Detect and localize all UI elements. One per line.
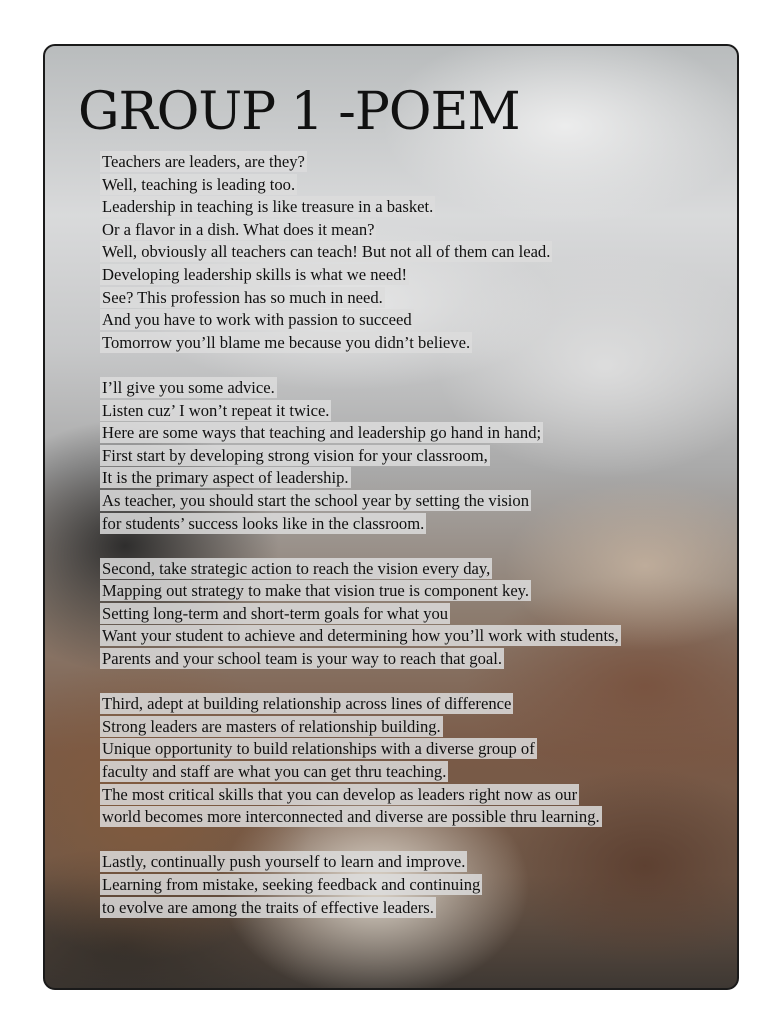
poem-stanza [100,558,730,671]
poem-line-text: Developing leadership skills is what we need! [102,264,408,284]
poem-line-text: I’ll give you some advice. [102,377,275,397]
stanza-gap [100,829,730,852]
poem-line [100,558,730,581]
poem-line-text: Leadership in teaching is like treasure in a basket. [102,197,434,217]
poem-line [100,897,730,920]
poem-line-text: Tomorrow you’ll blame me because you didn’t believe. [102,332,471,352]
poem-line [100,445,730,468]
poem-line [100,716,730,739]
poem-stanza [100,851,730,919]
poem-line [100,693,730,716]
poem-line [100,309,730,332]
poem-card [43,44,739,990]
poem-line [100,219,730,242]
poem-line [100,874,730,897]
poem-body [100,151,730,919]
stanza-gap [100,354,730,377]
poem-line [100,241,730,264]
poem-line [100,400,730,423]
poem-line [100,151,730,174]
poem-line-text: Parents and your school team is your way to reach that goal. [102,649,502,669]
poem-line [100,784,730,807]
poem-line-text: world becomes more interconnected and diverse are possible thru learning. [102,807,600,827]
poem-line [100,264,730,287]
poem-line-text: Or a flavor in a dish. What does it mean? [102,219,375,239]
poem-line-text: Well, teaching is leading too. [102,174,296,194]
poem-stanza [100,377,730,535]
poem-line-text: Lastly, continually push yourself to learn and improve. [102,852,466,872]
poem-line [100,580,730,603]
poem-stanza [100,151,730,354]
poem-line [100,332,730,355]
poem-title: GROUP 1 -POEM [78,82,520,142]
stanza-gap [100,671,730,694]
poem-line-text: Want your student to achieve and determining how you’ll work with students, [102,626,619,646]
poem-line-text: Unique opportunity to build relationships with a diverse group of [102,739,535,759]
poem-line [100,513,730,536]
poem-line-text: And you have to work with passion to succeed [102,310,412,330]
poem-line-text: Strong leaders are masters of relationship building. [102,716,441,736]
poem-line [100,377,730,400]
poem-line [100,806,730,829]
poem-line [100,648,730,671]
poem-line [100,467,730,490]
poem-line [100,603,730,626]
poem-line-text: The most critical skills that you can develop as leaders right now as our [102,784,578,804]
poem-line [100,851,730,874]
poem-line [100,625,730,648]
poem-line-text: faculty and staff are what you can get thru teaching. [102,762,447,782]
poem-line [100,738,730,761]
poem-line-text: Here are some ways that teaching and leadership go hand in hand; [102,423,542,443]
poem-line-text: Well, obviously all teachers can teach! But not all of them can lead. [102,242,551,262]
poem-line-text: Teachers are leaders, are they? [102,152,305,171]
poem-line [100,174,730,197]
poem-line-text: As teacher, you should start the school year by setting the vision [102,490,529,510]
poem-line-text: Mapping out strategy to make that vision true is component key. [102,581,530,601]
poem-line-text: See? This profession has so much in need. [102,287,383,307]
poem-line [100,422,730,445]
poem-stanza [100,693,730,829]
stanza-gap [100,535,730,558]
poem-line-text: First start by developing strong vision for your classroom, [102,445,488,465]
poem-line-text: for students’ success looks like in the classroom. [102,513,425,533]
poem-line [100,490,730,513]
poem-line-text: to evolve are among the traits of effective leaders. [102,897,434,917]
poem-line [100,196,730,219]
poem-line-text: Third, adept at building relationship across lines of difference [102,694,512,714]
poem-line-text: Listen cuz’ I won’t repeat it twice. [102,400,330,420]
poem-line [100,761,730,784]
poem-line-text: Setting long-term and short-term goals for what you [102,603,449,623]
poem-line-text: Learning from mistake, seeking feedback and continuing [102,875,481,894]
poem-line [100,287,730,310]
poem-line-text: Second, take strategic action to reach the vision every day, [102,558,491,578]
poem-line-text: It is the primary aspect of leadership. [102,468,349,488]
